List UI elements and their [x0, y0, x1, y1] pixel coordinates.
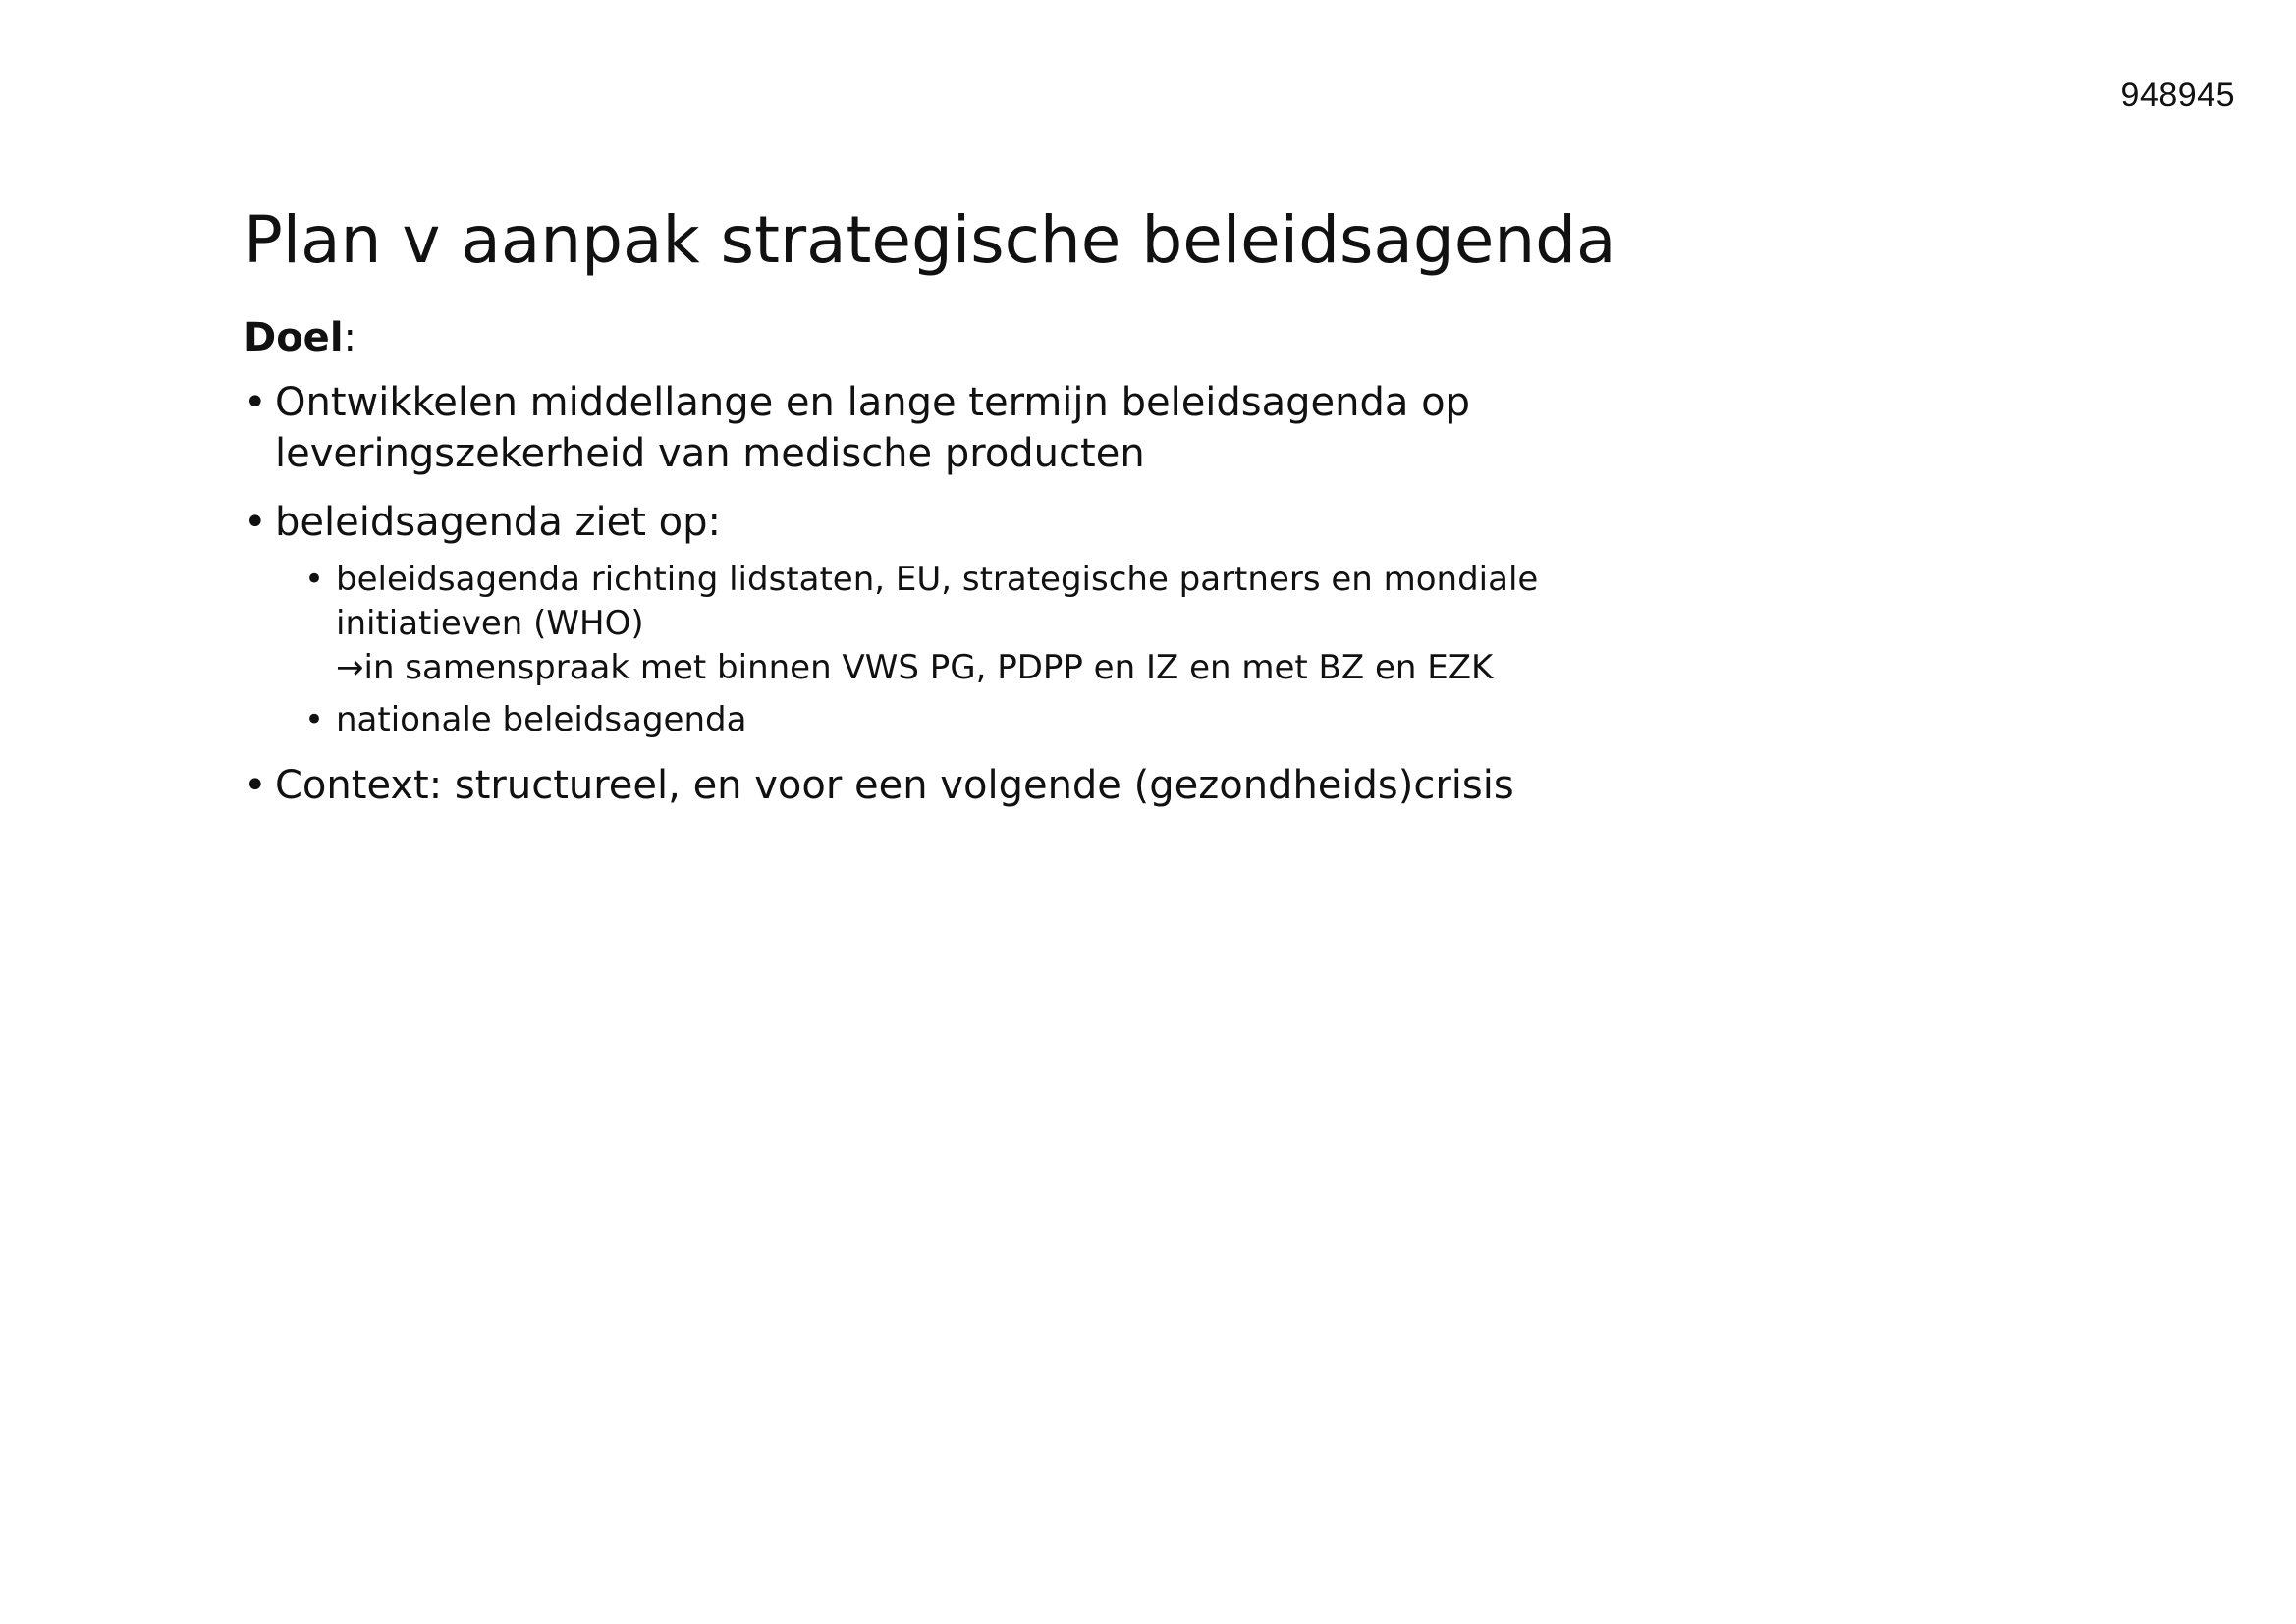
goal-heading — [244, 312, 2011, 363]
bullet-item — [244, 760, 2011, 811]
goal-label: Doel — [244, 315, 344, 361]
sub-bullet-list — [304, 558, 2011, 742]
bullet-line: leveringszekerheid van medische producten — [275, 431, 1145, 477]
arrow-line-text: in samenspraak met binnen VWS PG, PDPP en IZ en met BZ en EZK — [363, 648, 1494, 688]
goal-label-colon: : — [343, 315, 357, 361]
slide-title: Plan v aanpak strategische beleidsagenda — [244, 202, 1616, 278]
sub-bullet-line: • beleidsagenda richting lidstaten, EU, strategische partners en mondiale — [336, 560, 1539, 600]
sub-bullet-item — [304, 558, 2011, 690]
bullet-item — [244, 377, 2011, 479]
document-number: 948945 — [2120, 77, 2235, 114]
bullet-item — [244, 497, 2011, 742]
bullet-line: • Ontwikkelen middellange en lange termijn beleidsagenda op — [275, 380, 1470, 426]
slide-content — [244, 201, 2011, 829]
sub-bullet-text: • nationale beleidsagenda — [336, 700, 747, 740]
sub-bullet-arrow-line — [336, 646, 2011, 690]
sub-bullet-item — [304, 698, 2011, 742]
bullet-text: • Context: structureel, en voor een volgende (gezondheids)crisis — [275, 763, 1514, 809]
bullet-list — [244, 377, 2011, 811]
arrow-right-icon: → — [336, 648, 364, 688]
bullet-text: • beleidsagenda ziet op: — [275, 500, 722, 546]
sub-bullet-line: initiatieven (WHO) — [336, 604, 644, 644]
